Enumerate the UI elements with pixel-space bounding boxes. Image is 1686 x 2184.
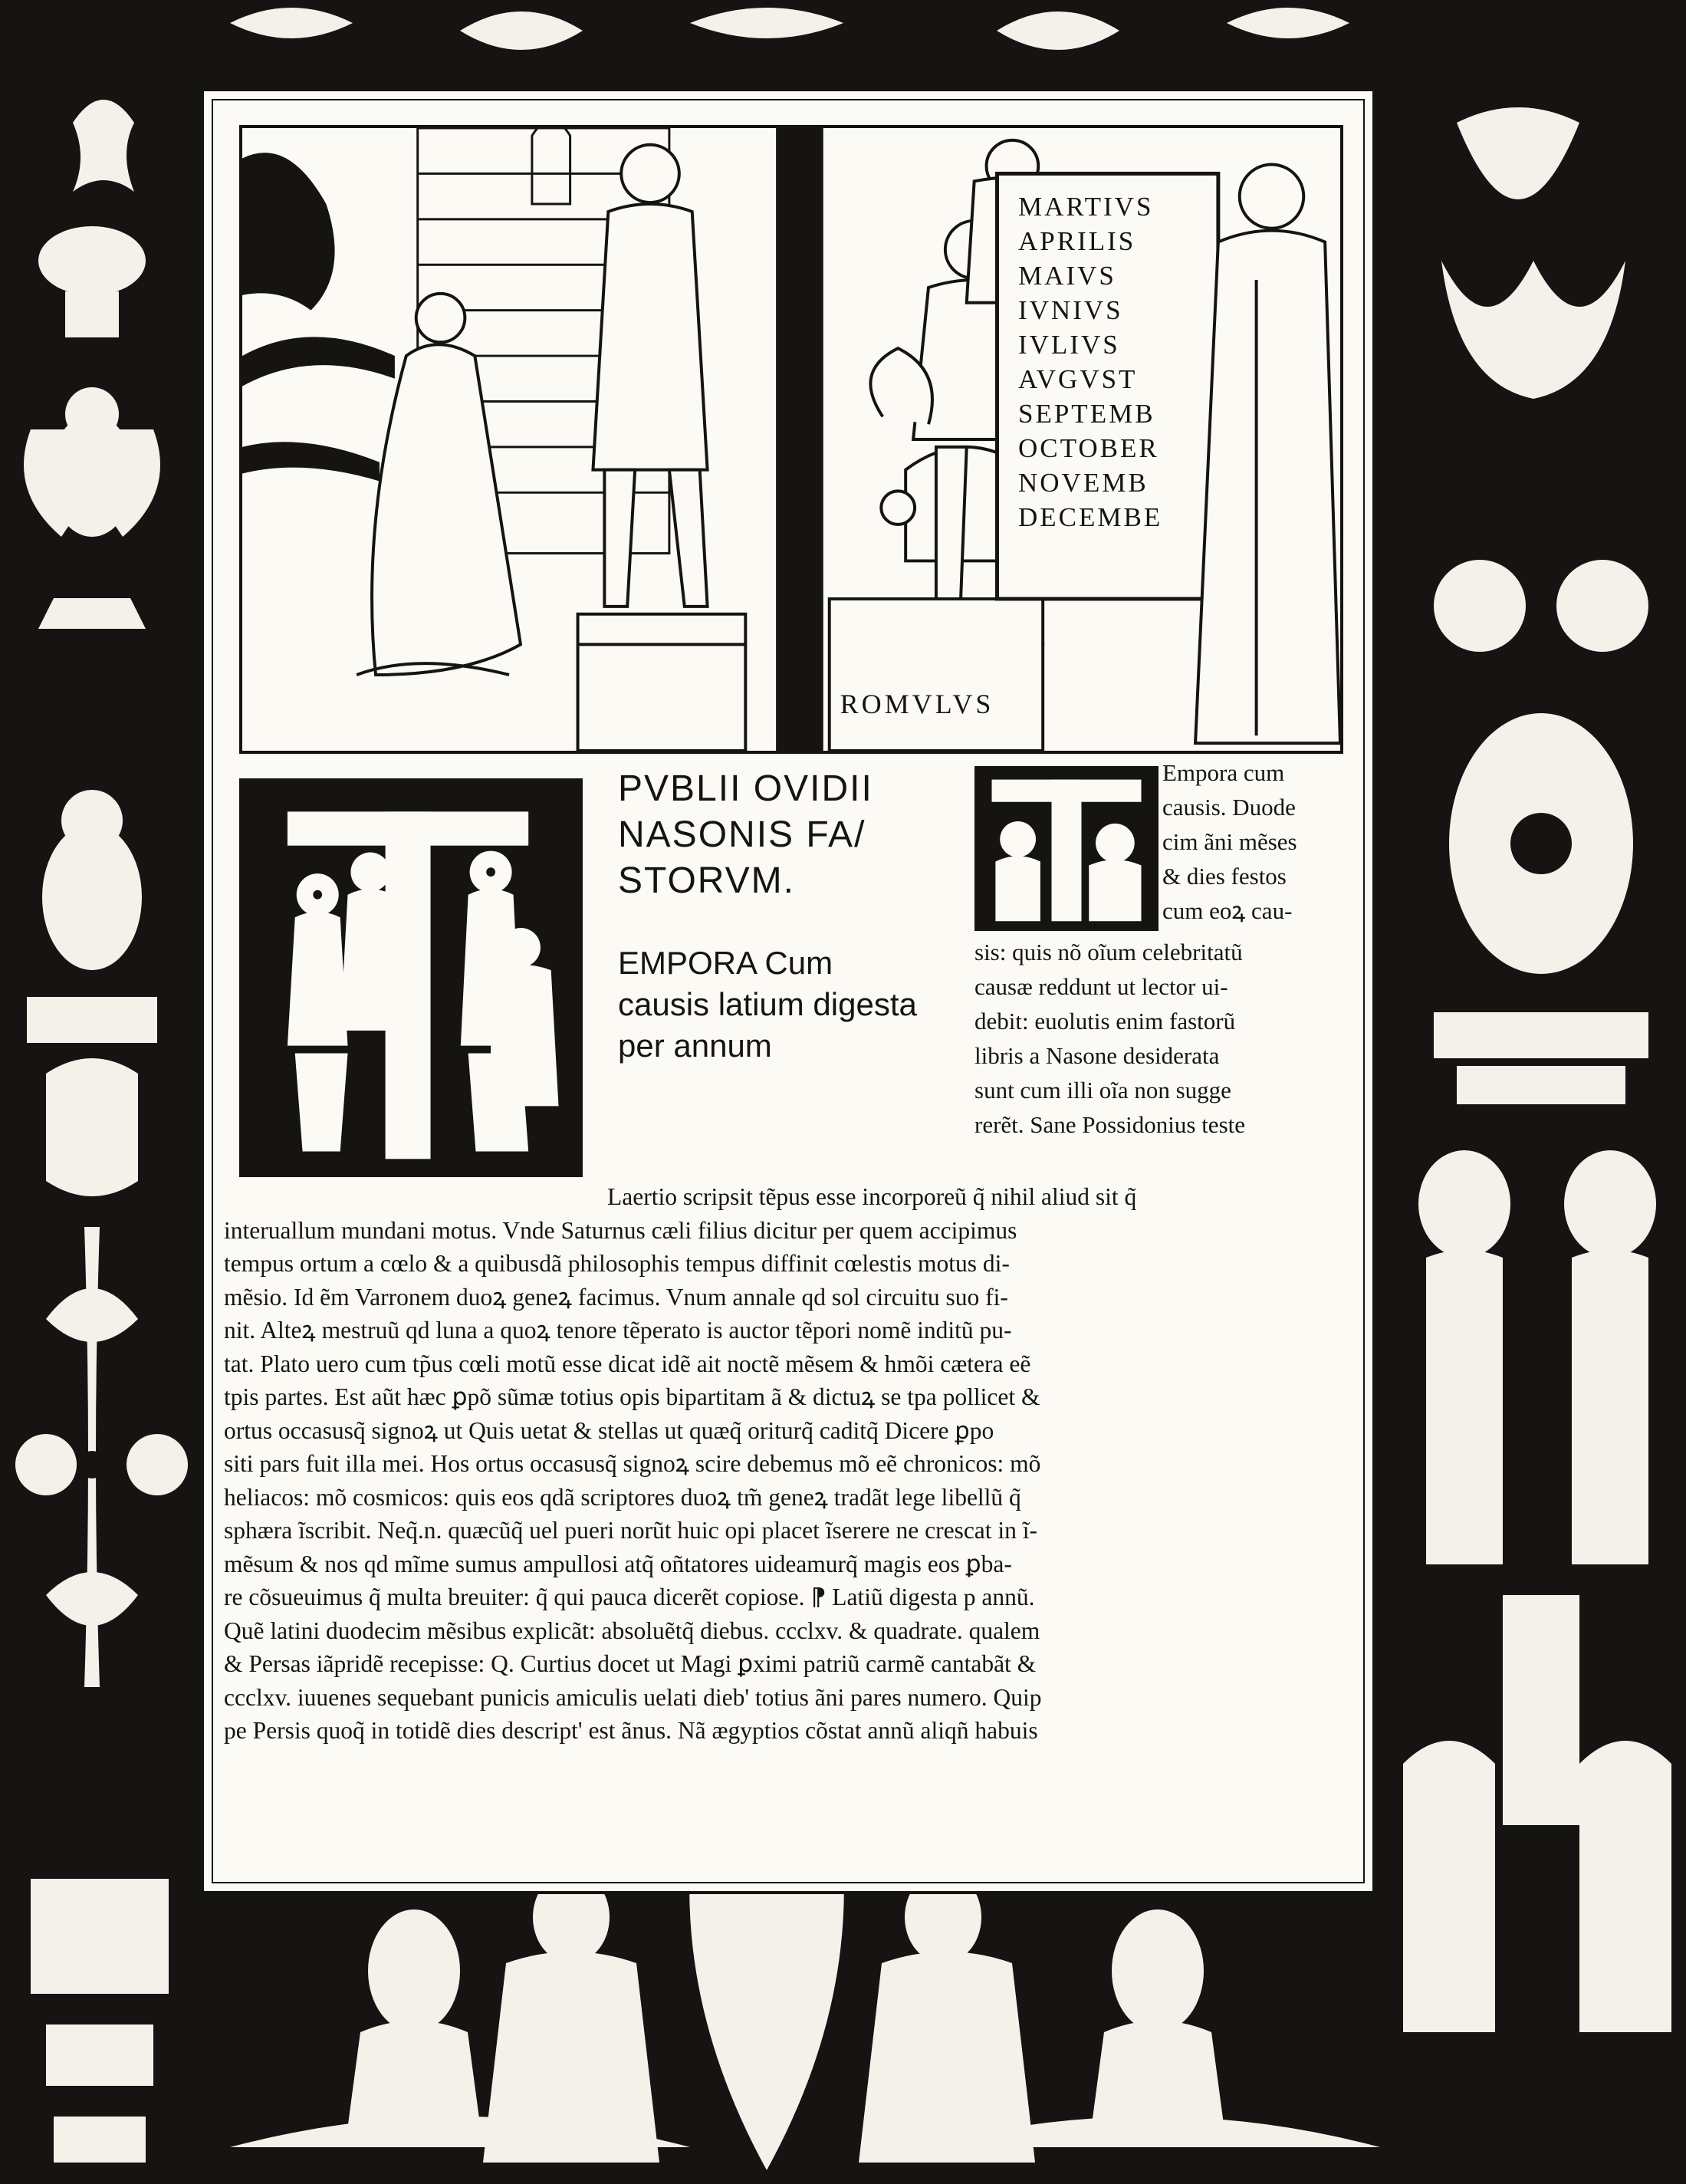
body-line: re cõsueuimus q̃ multa breuiter: q̃ qui pauca dicerẽt copiose. ⁋ Latiũ digesta p annũ.: [224, 1584, 1035, 1610]
portrait-initial-t: [974, 766, 1159, 931]
title-line: STORVM.: [618, 860, 795, 901]
body-line: siti pars fuit illa mei. Hos ortus occasusq̃ signoꝝ scire debemus mõ eẽ chronicos: mõ: [224, 1450, 1041, 1477]
incipit-line: EMPORA Cum: [618, 945, 833, 981]
body-line: Laertio scripsit tẽpus esse incorporeũ q̃ nihil aliud sit q̃: [607, 1183, 1137, 1210]
body-line: mẽsio. Id ẽm Varronem duoꝝ geneꝝ facimus. Vnum annale qd sol circuitu suo fi-: [224, 1283, 1008, 1311]
body-line: ortus occasusq̃ signoꝝ ut Quis uetat & stellas ut quæq̃ oriturq̃ caditq̃ Dicere ꝑpo: [224, 1416, 994, 1444]
commentary-line: rerẽt. Sane Possidonius teste: [974, 1111, 1246, 1138]
decorated-initial-t: [239, 778, 583, 1177]
commentary-line: sis: quis nõ oĩum celebritatũ: [974, 939, 1243, 965]
commentary-line: libris a Nasone desiderata: [974, 1042, 1220, 1069]
month-label: NOVEMB: [1018, 468, 1149, 498]
commentary-body: [224, 1180, 1359, 1748]
body-line: mẽsum & nos qd mĩme sumus ampullosi atq̃ oñtatores uideamurq̃ magis eos ꝑba-: [224, 1550, 1012, 1577]
body-line: pe Persis quoq̃ in totidẽ dies descript' est ãnus. Nã ægyptios cõstat annũ aliqñ habuis: [224, 1717, 1038, 1744]
title-line: PVBLII OVIDII: [618, 768, 873, 809]
body-line: tpis partes. Est aũt hæc ꝑpõ sũmæ totius opis bipartitam ã & dictuꝝ se tpa pollicet &: [224, 1383, 1040, 1410]
body-line: tempus ortum a cœlo & a quibusdã philosophis tempus diffinit cœlestis motus di-: [224, 1250, 1010, 1277]
commentary-line: causæ reddunt ut lector ui-: [974, 973, 1228, 1000]
month-label: APRILIS: [1018, 226, 1136, 256]
commentary-line: causis. Duode: [1162, 794, 1296, 821]
commentary-line: sunt cum illi oĩa non sugge: [974, 1077, 1231, 1104]
body-line: & Persas iãpridẽ recepisse: Q. Curtius docet ut Magi ꝑximi patriũ carmẽ cantabãt &: [224, 1650, 1037, 1677]
incipit-line: per annum: [618, 1028, 772, 1064]
body-line: interuallum mundani motus. Vnde Saturnus cæli filius dicitur per quem accipimus: [224, 1216, 1017, 1244]
commentary-heading: [1162, 755, 1354, 928]
month-label: IVNIVS: [1018, 295, 1123, 325]
incipit-line: causis latium digesta: [618, 986, 917, 1022]
calendar-months: [1018, 189, 1208, 534]
month-label: AVGVST: [1018, 364, 1138, 394]
body-line: heliacos: mõ cosmicos: quis eos qdã scriptores duoꝝ tm̃ geneꝝ tradãt lege libellũ q̃: [224, 1483, 1021, 1511]
title-line: NASONIS FA/: [618, 814, 866, 855]
commentary-line: debit: euolutis enim fastorũ: [974, 1008, 1236, 1034]
woodcut-illustration: [239, 125, 1343, 754]
pedestal-label: ROMVLVS: [840, 689, 994, 719]
commentary-column: [974, 935, 1350, 1142]
commentary-line: cum eoꝝ cau-: [1162, 897, 1293, 924]
commentary-line: cim ãni mẽses: [1162, 828, 1297, 855]
month-label: MAIVS: [1018, 261, 1116, 291]
month-label: IVLIVS: [1018, 330, 1120, 360]
body-line: nit. Alteꝝ mestruũ qd luna a quoꝝ tenore tẽperato is auctor tẽpori nomẽ inditũ pu-: [224, 1317, 1012, 1344]
body-line: tat. Plato uero cum tp̃us cœli motũ esse dicat idẽ ait noctẽ mẽsem & hmõi cætera eẽ: [224, 1350, 1031, 1377]
body-line: ccclxv. iuuenes sequebant punicis amiculis uelati dieb' totius ãni pares numero. Quip: [224, 1683, 1042, 1711]
book-title: [618, 766, 955, 904]
text-frame: [201, 88, 1375, 1894]
month-label: DECEMBE: [1018, 502, 1163, 532]
month-label: SEPTEMB: [1018, 399, 1155, 429]
book-incipit: [618, 942, 955, 1067]
body-line: sphæra ĩscribit. Neq̃.n. quæcũq̃ uel pueri norũt huic opi placet ĩserere ne crescat in ĩ-: [224, 1517, 1038, 1544]
month-label: MARTIVS: [1018, 192, 1154, 222]
commentary-line: Empora cum: [1162, 759, 1285, 786]
commentary-line: & dies festos: [1162, 863, 1287, 890]
month-label: OCTOBER: [1018, 433, 1159, 463]
body-line: Quẽ latini duodecim mẽsibus explicãt: absoluẽtq̃ diebus. ccclxv. & quadrate. qualem: [224, 1617, 1040, 1644]
